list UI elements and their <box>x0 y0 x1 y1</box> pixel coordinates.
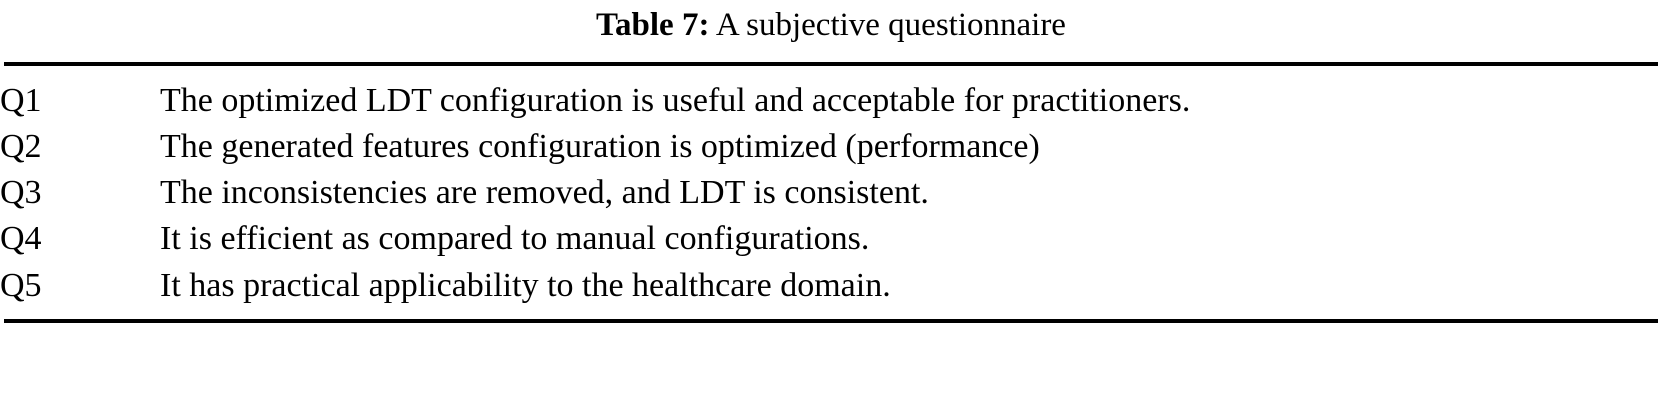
question-text: It is efficient as compared to manual configurations. <box>160 220 870 258</box>
table-row <box>0 78 1662 124</box>
question-text: The inconsistencies are removed, and LDT is consistent. <box>160 174 929 212</box>
question-id: Q2 <box>0 127 42 165</box>
questionnaire-table <box>0 78 1662 309</box>
table-body <box>0 66 1662 319</box>
question-text: The optimized LDT configuration is useful and acceptable for practitioners. <box>160 81 1191 119</box>
question-id: Q5 <box>0 266 42 304</box>
table-row <box>0 216 1662 262</box>
table-bottom-rule <box>4 319 1658 323</box>
table-caption <box>0 0 1662 62</box>
caption-label: Table 7: <box>596 7 710 43</box>
question-id: Q1 <box>0 81 42 119</box>
question-id: Q3 <box>0 174 42 212</box>
table-row <box>0 170 1662 216</box>
table-row <box>0 124 1662 170</box>
question-id: Q4 <box>0 220 42 258</box>
caption-text: A subjective questionnaire <box>715 7 1066 43</box>
question-text: The generated features configuration is optimized (performance) <box>160 127 1040 165</box>
table-row <box>0 263 1662 309</box>
question-text: It has practical applicability to the healthcare domain. <box>160 266 891 304</box>
